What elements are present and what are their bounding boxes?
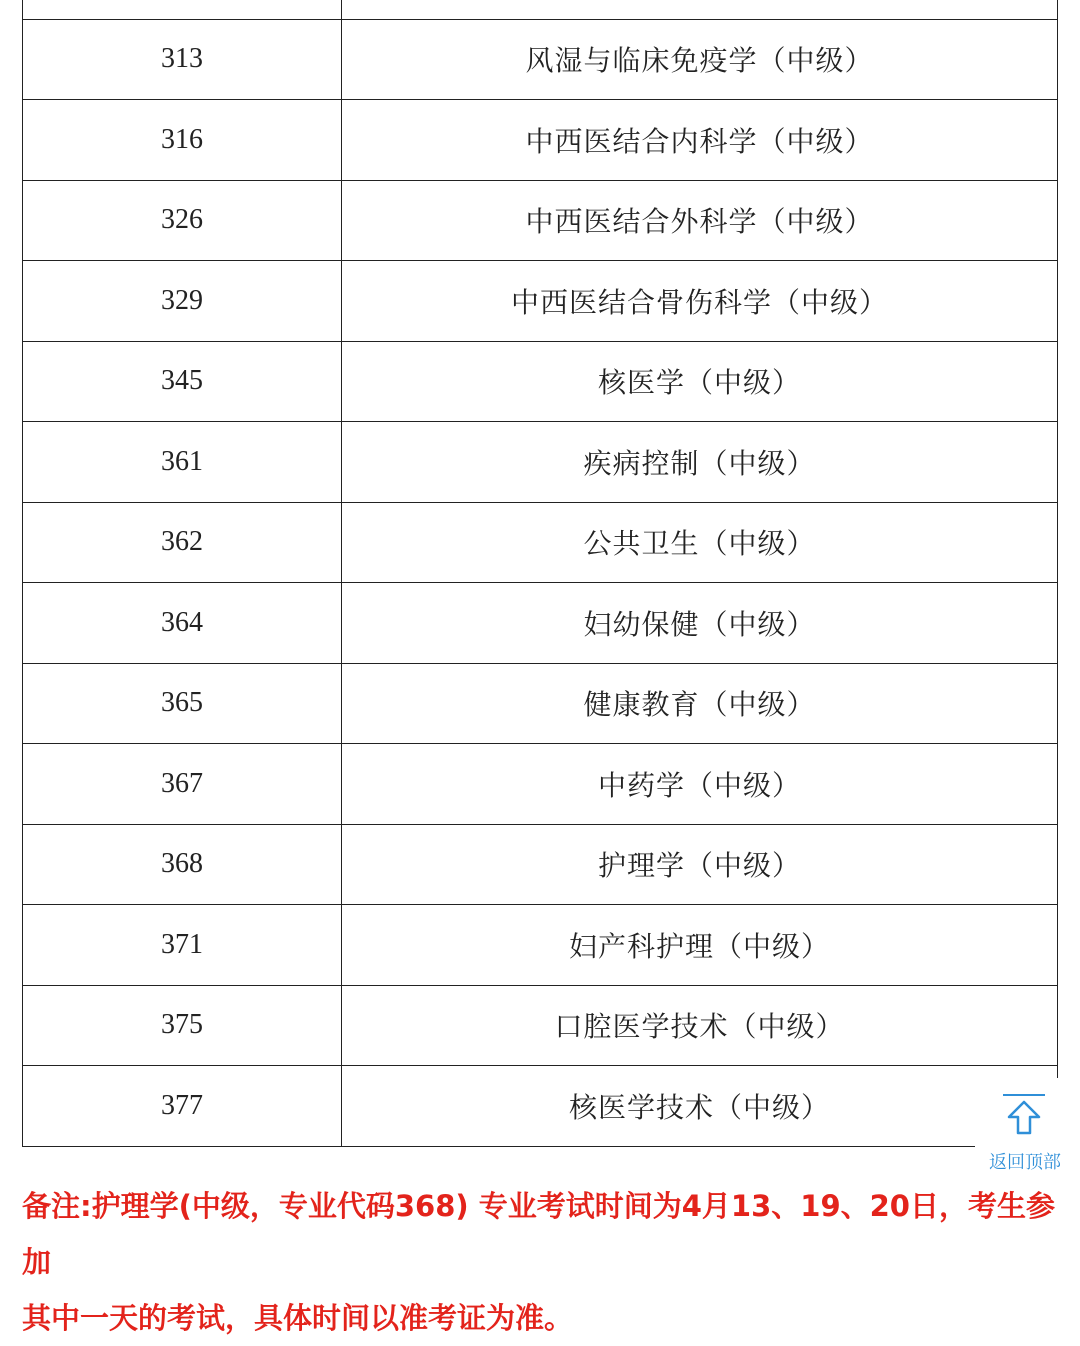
- subject-code-cell: 368: [23, 824, 342, 905]
- subject-code-cell: 367: [23, 744, 342, 825]
- table-row: [23, 422, 1058, 503]
- remark-note: [22, 1178, 1062, 1346]
- table-row: [23, 744, 1058, 825]
- subject-code-cell: 326: [23, 180, 342, 261]
- subject-name-cell: 风湿与临床免疫学（中级）: [342, 19, 1058, 100]
- table-row: [23, 663, 1058, 744]
- subject-name-cell: 健康教育（中级）: [342, 663, 1058, 744]
- subject-name-cell: 中药学（中级）: [342, 744, 1058, 825]
- table-row: [23, 261, 1058, 342]
- subject-name-cell: 疾病控制（中级）: [342, 422, 1058, 503]
- subject-name-cell: 妇幼保健（中级）: [342, 583, 1058, 664]
- subject-name-cell: 中西医结合内科学（中级）: [342, 100, 1058, 181]
- subject-code-cell: 361: [23, 422, 342, 503]
- subject-name-cell: 中西医结合骨伤科学（中级）: [342, 261, 1058, 342]
- back-to-top-bar: [1003, 1094, 1045, 1096]
- remark-line-2: 其中一天的考试，具体时间以准考证为准。: [22, 1301, 574, 1335]
- table-row: [23, 1066, 1058, 1147]
- table-row: [23, 341, 1058, 422]
- table-row: [23, 100, 1058, 181]
- subject-code-cell: 313: [23, 19, 342, 100]
- table-row: [23, 502, 1058, 583]
- subject-code-cell: 362: [23, 502, 342, 583]
- subject-name-cell: [342, 0, 1058, 19]
- back-to-top-label: 返回顶部: [989, 1152, 1061, 1173]
- subject-name-cell: 公共卫生（中级）: [342, 502, 1058, 583]
- subject-code-cell: [23, 0, 342, 19]
- remark-line-1: 备注:护理学(中级，专业代码368) 专业考试时间为4月13、19、20日，考生参加: [22, 1189, 1055, 1279]
- back-to-top-button[interactable]: [975, 1078, 1080, 1176]
- table-row: [23, 905, 1058, 986]
- arrow-up-icon: [1006, 1100, 1042, 1136]
- exam-subject-table-wrapper: [22, 0, 1058, 1147]
- subject-code-cell: 365: [23, 663, 342, 744]
- table-body: [23, 0, 1058, 1146]
- table-row: [23, 19, 1058, 100]
- subject-name-cell: 护理学（中级）: [342, 824, 1058, 905]
- subject-code-cell: 316: [23, 100, 342, 181]
- table-row: [23, 824, 1058, 905]
- subject-code-cell: 364: [23, 583, 342, 664]
- subject-code-cell: 375: [23, 985, 342, 1066]
- table-row: [23, 985, 1058, 1066]
- subject-name-cell: 核医学技术（中级）: [342, 1066, 1058, 1147]
- subject-name-cell: 核医学（中级）: [342, 341, 1058, 422]
- subject-name-cell: 中西医结合外科学（中级）: [342, 180, 1058, 261]
- table-row: [23, 0, 1058, 19]
- exam-subject-table: [22, 0, 1058, 1147]
- subject-code-cell: 329: [23, 261, 342, 342]
- table-row: [23, 583, 1058, 664]
- subject-name-cell: 妇产科护理（中级）: [342, 905, 1058, 986]
- subject-code-cell: 377: [23, 1066, 342, 1147]
- subject-code-cell: 371: [23, 905, 342, 986]
- subject-code-cell: 345: [23, 341, 342, 422]
- table-row: [23, 180, 1058, 261]
- subject-name-cell: 口腔医学技术（中级）: [342, 985, 1058, 1066]
